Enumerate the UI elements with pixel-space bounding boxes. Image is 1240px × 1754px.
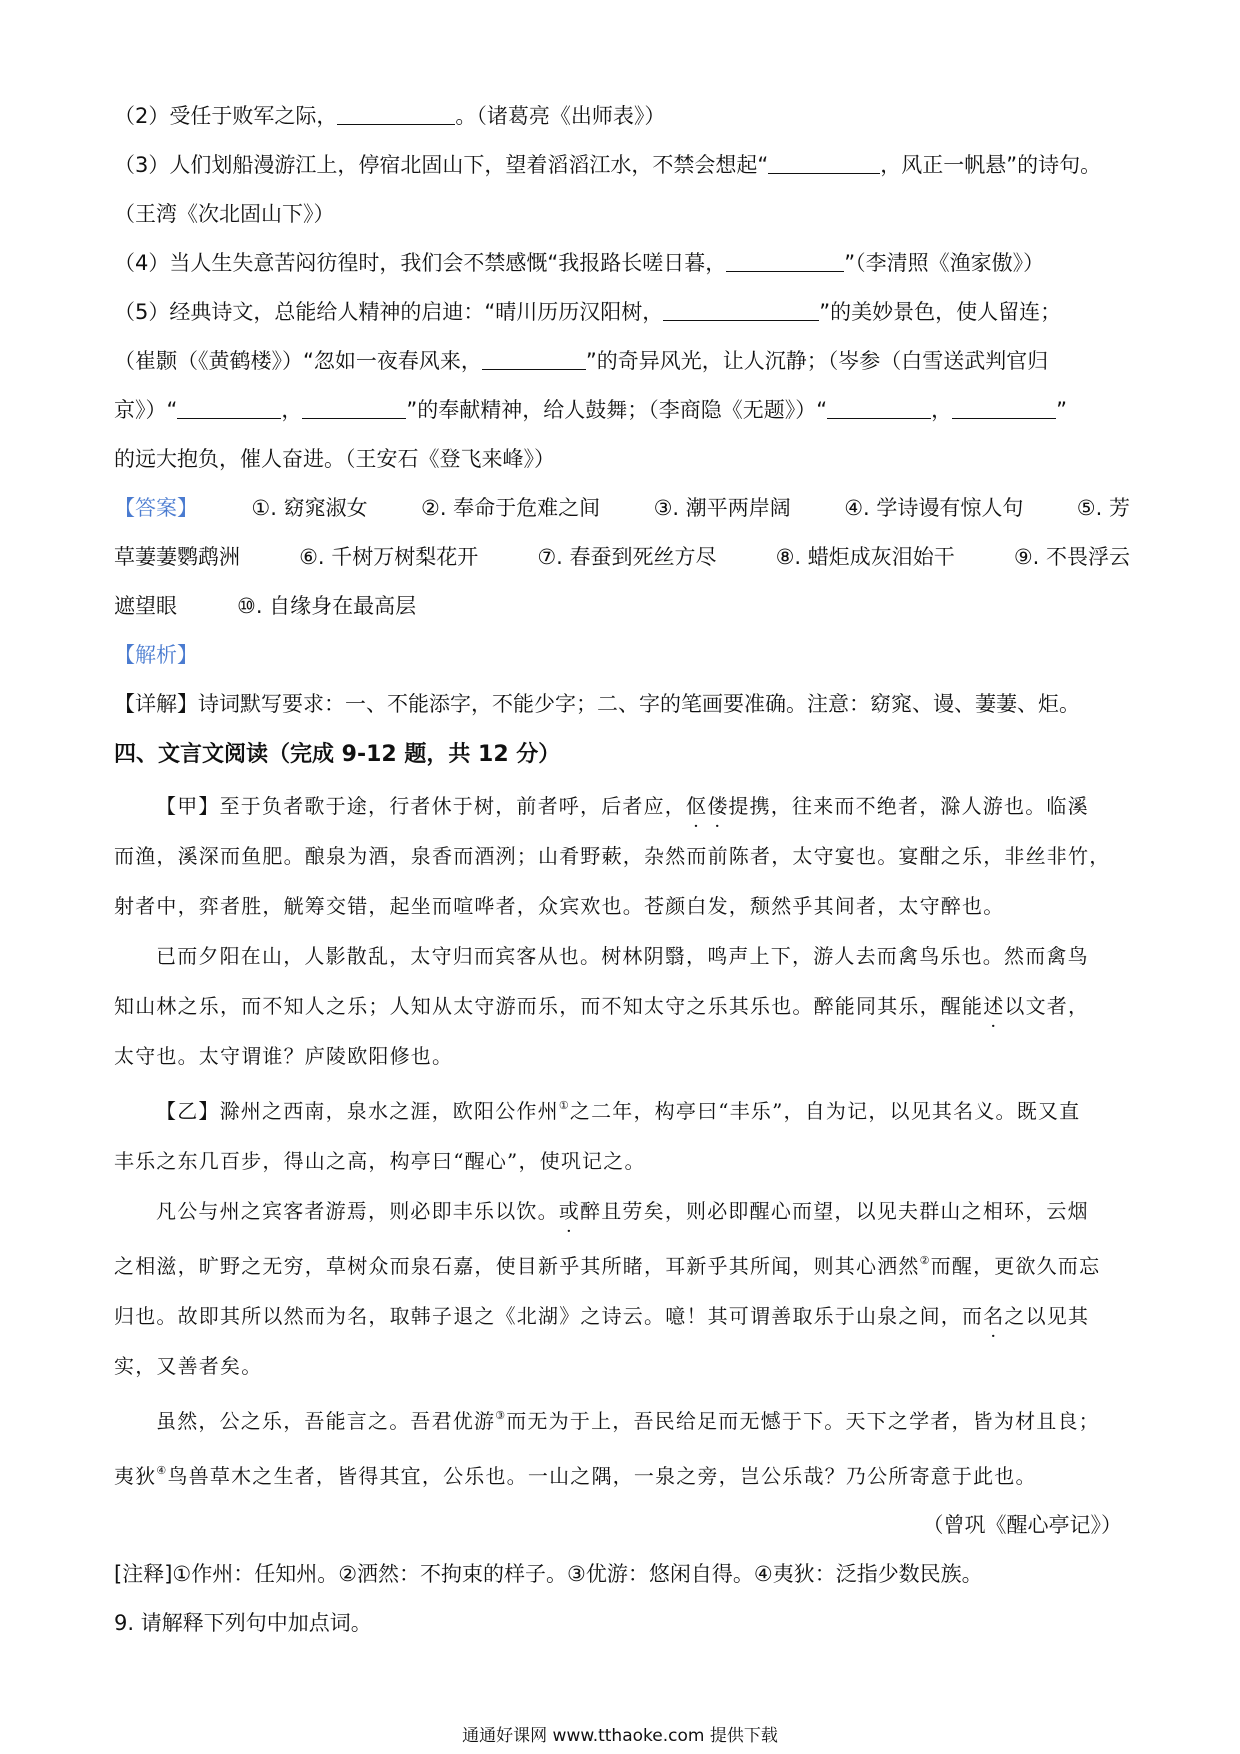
q3-text: （3）人们划船漫游江上，停宿北固山下，望着滔滔江水，不禁会想起“ — [114, 153, 769, 177]
q5-text-2-end: ”的奇异风光，让人沉静；（岑参（白雪送武判官归 — [585, 349, 1049, 373]
passage-text: 夷狄 — [114, 1464, 157, 1488]
dotted-word: 伛 — [686, 794, 708, 818]
document-page — [114, 92, 1130, 1648]
notes-line: [注释]①作州：任知州。②洒然：不拘束的样子。③优游：悠闲自得。④夷狄：泛指少数民族。 — [114, 1562, 983, 1586]
q5-blank-3 — [177, 392, 281, 419]
passage-b-p2-l1 — [114, 1186, 1130, 1236]
passage-text: 之二年，构亭曰“丰乐”，自为记，以见其名义。既又直 — [569, 1099, 1081, 1123]
analysis-detail — [114, 680, 1130, 729]
q5-text-3e: ” — [1056, 398, 1068, 422]
q2-blank — [337, 98, 455, 125]
answer-item: ③. 潮平两岸阔 — [653, 496, 791, 520]
q3-source: （王湾《次北固山下》） — [114, 202, 335, 226]
answer-row-1 — [114, 484, 1130, 533]
answer-item: ⑥. 千树万树梨花开 — [299, 545, 479, 569]
footnote-marker: ② — [919, 1254, 931, 1267]
q5-blank-2 — [482, 343, 586, 370]
answer-item: ⑨. 不畏浮云 — [1013, 545, 1130, 569]
q5-text-3c: ”的奉献精神，给人鼓舞；（李商隐《无题》）“ — [406, 398, 828, 422]
passage-text: 归也。故即其所以然而为名，取韩子退之《北湖》之诗云。噫！其可谓善取乐于山泉之间，而 — [114, 1304, 984, 1328]
poem-question-5-line1 — [114, 288, 1130, 337]
passage-text: 【甲】至于负者歌于途，行者休于树，前者呼，后者应， — [156, 794, 686, 818]
q4-blank — [726, 245, 844, 272]
poem-question-3 — [114, 141, 1130, 190]
q3-blank — [768, 147, 880, 174]
passage-b-p2-l2 — [114, 1236, 1130, 1291]
passage-source: （曾巩《醒心亭记》） — [922, 1513, 1122, 1537]
q5-text-3a: 京》）“ — [114, 398, 178, 422]
q5-blank-1 — [663, 294, 819, 321]
footnote-marker: ③ — [495, 1409, 507, 1422]
passage-b-p1-l2: 丰乐之东几百步，得山之高，构亭曰“醒心”，使巩记之。 — [114, 1149, 646, 1173]
poem-question-5-line3 — [114, 386, 1130, 435]
question-9: 9. 请解释下列句中加点词。 — [114, 1611, 372, 1635]
q5-text-4: 的远大抱负，催人奋进。（王安石《登飞来峰》） — [114, 447, 555, 471]
passage-a-p2-l1: 已而夕阳在山，人影散乱，太守归而宾客从也。树林阴翳，鸣声上下，游人去而禽鸟乐也。然而禽鸟 — [156, 944, 1089, 968]
passage-text: 知山林之乐，而不知人之乐；人知从太守游而乐，而不知太守之乐其乐也。醉能同其乐，醒能 — [114, 994, 984, 1018]
dotted-word: 偻 — [707, 794, 729, 818]
poem-question-4 — [114, 239, 1130, 288]
passage-text: 凡公与州之宾客者游焉，则必即丰乐以饮。 — [156, 1199, 559, 1223]
q4-text: （4）当人生失意苦闷彷徨时，我们会不禁感慨“我报路长嗟日暮， — [114, 251, 727, 275]
passage-text: 【乙】滁州之西南，泉水之涯，欧阳公作州 — [156, 1099, 559, 1123]
q2-text: （2）受任于败军之际， — [114, 104, 338, 128]
analysis-tag-line — [114, 631, 1130, 680]
answer-item: ⑤. 芳 — [1076, 496, 1130, 520]
answer-item: ④. 学诗谩有惊人句 — [844, 496, 1024, 520]
passage-text: 之相滋，旷野之无穷，草树众而泉石嘉，使目新乎其所睹，耳新乎其所闻，则其心洒然 — [114, 1254, 920, 1278]
answer-row-3 — [114, 582, 1130, 631]
answer-item: 草萋萋鹦鹉洲 — [114, 545, 240, 569]
answer-item: 遮望眼 — [114, 594, 177, 618]
footer-source: 通通好课网 www.tthaoke.com 提供下载 — [462, 1726, 778, 1746]
passage-text: 提携，往来而不绝者，滁人游也。临溪 — [728, 794, 1089, 818]
q5-text-3b: ， — [281, 398, 303, 422]
passage-b-p3-l2 — [114, 1446, 1130, 1501]
passage-a-p2-l3: 太守也。太守谓谁？庐陵欧阳修也。 — [114, 1044, 454, 1068]
passage-b-p2-l3 — [114, 1291, 1130, 1341]
passage-a-p1-l1 — [114, 781, 1130, 831]
q2-source: 。（诸葛亮《出师表》） — [455, 104, 666, 128]
passage-text: 之以见其 — [1004, 1304, 1090, 1328]
poem-question-3-source — [114, 190, 1130, 239]
q5-blank-5 — [827, 392, 931, 419]
passage-text: 而无为于上，吾民给足而无憾于下。天下之学者，皆为材且良； — [506, 1409, 1100, 1433]
poem-question-5-line2 — [114, 337, 1130, 386]
answer-item: ⑦. 春蚕到死丝方尽 — [537, 545, 717, 569]
dotted-word: 名 — [983, 1304, 1005, 1328]
q5-blank-4 — [302, 392, 406, 419]
passage-text: 而醒，更欲久而忘 — [930, 1254, 1101, 1278]
analysis-detail-text: 【详解】诗词默写要求：一、不能添字，不能少字；二、字的笔画要准确。注意：窈窕、谩、萋萋、炬。 — [114, 692, 1080, 716]
passage-a-p2-l2 — [114, 981, 1130, 1031]
q5-text-2: （崔颢（《黄鹤楼》）“忽如一夜春风来， — [114, 349, 482, 373]
answer-item: ⑩. 自缘身在最高层 — [237, 594, 417, 618]
answer-item: ②. 奉命于危难之间 — [421, 496, 601, 520]
footnote-marker: ④ — [156, 1464, 168, 1477]
passage-a-p1-l3: 射者中，弈者胜，觥筹交错，起坐而喧哗者，众宾欢也。苍颜白发，颓然乎其间者，太守醉也。 — [114, 894, 1005, 918]
passage-b-p2-l4: 实，又善者矣。 — [114, 1354, 263, 1378]
poem-question-2 — [114, 92, 1130, 141]
answer-item: ①. 窈窕淑女 — [251, 496, 368, 520]
answer-tag: 【答案】 — [114, 496, 198, 520]
analysis-tag: 【解析】 — [114, 643, 198, 667]
q5-blank-6 — [952, 392, 1056, 419]
answer-item: ⑧. 蜡炬成灰泪始干 — [775, 545, 955, 569]
dotted-word: 述 — [983, 994, 1005, 1018]
section-title: 四、文言文阅读（完成 9-12 题，共 12 分） — [114, 742, 561, 767]
answer-row-2 — [114, 533, 1130, 582]
poem-question-5-line4 — [114, 435, 1130, 484]
passage-text: 虽然，公之乐，吾能言之。吾君优游 — [156, 1409, 496, 1433]
passage-text: 以文者， — [1004, 994, 1090, 1018]
q4-source: ”（李清照《渔家傲》） — [844, 251, 1045, 275]
q3-text-end: ，风正一帆悬”的诗句。 — [880, 153, 1102, 177]
q5-text-1: （5）经典诗文，总能给人精神的启迪：“晴川历历汉阳树， — [114, 300, 664, 324]
footnote-marker: ① — [558, 1099, 570, 1112]
q5-text-3d: ， — [931, 398, 953, 422]
passage-b-p1-l1 — [114, 1081, 1130, 1136]
passage-text: 鸟兽草木之生者，皆得其宜，公乐也。一山之隅，一泉之旁，岂公乐哉？乃公所寄意于此也。 — [167, 1464, 1037, 1488]
passage-b-p3-l1 — [114, 1391, 1130, 1446]
passage-a-p1-l2: 而渔，溪深而鱼肥。酿泉为酒，泉香而酒洌；山肴野蔌，杂然而前陈者，太守宴也。宴酣之乐，非丝非竹， — [114, 844, 1111, 868]
passage-text: 醉且劳矣，则必即醒心而望，以见夫群山之相环，云烟 — [580, 1199, 1089, 1223]
q5-text-1-end: ”的美妙景色，使人留连； — [819, 300, 1062, 324]
dotted-word: 或 — [558, 1199, 581, 1223]
